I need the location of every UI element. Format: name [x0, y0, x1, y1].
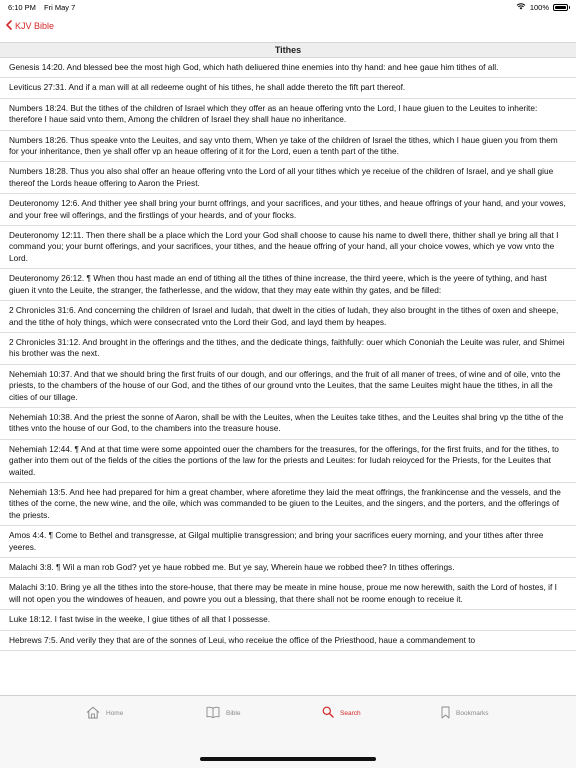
status-time: 6:10 PM — [8, 3, 36, 12]
bookmark-icon — [441, 706, 456, 721]
verse-row[interactable]: Nehemiah 12:44. ¶ And at that time were some appointed ouer the chambers for the treasures, for the offerings, for the first fruits, and for the tithes, to gather into them out of the fields of the cities the portions of the law for the priests and Leuites: for Iudah reioyced for the Priests, for the Leuites that waited. — [0, 440, 576, 483]
battery-icon — [553, 4, 568, 11]
verse-row[interactable]: Malachi 3:8. ¶ Wil a man rob God? yet ye haue robbed me. But ye say, Wherein haue we robbed thee? In tithes offerings. — [0, 558, 576, 578]
wifi-icon — [516, 2, 526, 12]
tab-bible-label: Bible — [226, 709, 241, 717]
tab-search[interactable] — [322, 706, 361, 720]
battery-percent: 100% — [529, 2, 549, 12]
status-date: Fri May 7 — [44, 3, 76, 12]
verse-row[interactable]: Luke 18:12. I fast twise in the weeke, I giue tithes of all that I possesse. — [0, 610, 576, 630]
battery-fill — [555, 6, 566, 9]
tab-search-label: Search — [340, 709, 361, 717]
tab-bookmarks-label: Bookmarks — [456, 709, 489, 717]
tab-bible[interactable] — [206, 706, 240, 720]
verse-row[interactable]: Deuteronomy 26:12. ¶ When thou hast made an end of tithing all the tithes of thine increase, the third yeere, which is the yeere of tything, and hast giuen it vnto the Leuite, the stranger, the fatherlesse, and the widow, that they may eate within thy gates, and be filled: — [0, 269, 576, 301]
verse-row[interactable]: Leviticus 27:31. And if a man will at all redeeme ought of his tithes, he shall adde thereto the fift part thereof. — [0, 78, 576, 98]
tab-bookmarks[interactable] — [441, 706, 489, 720]
status-left — [8, 3, 81, 12]
home-icon — [86, 706, 106, 721]
chevron-left-icon — [6, 20, 15, 32]
back-button[interactable] — [6, 20, 54, 32]
status-bar — [0, 0, 576, 14]
verse-row[interactable]: Genesis 14:20. And blessed bee the most high God, which hath deliuered thine enemies into thy hand: and hee gaue him tithes of all. — [0, 58, 576, 78]
verse-row[interactable]: Numbers 18:26. Thus speake vnto the Leuites, and say vnto them, When ye take of the children of Israel the tithes, which I haue giuen you from them for your inheritance, then ye shall offer vp an heaue offering of it for the Lord, euen a tenth part of the tithe. — [0, 131, 576, 163]
verse-row[interactable]: 2 Chronicles 31:12. And brought in the offerings and the tithes, and the dedicate things, faithfully: ouer which Cononiah the Leuite was ruler, and Shimei his brother was the next. — [0, 333, 576, 365]
tab-home-label: Home — [106, 709, 124, 717]
book-icon — [206, 706, 226, 720]
navigation-bar — [0, 14, 576, 42]
status-right — [516, 2, 568, 12]
verse-list[interactable] — [0, 58, 576, 695]
page-title: Tithes — [0, 42, 576, 58]
tab-home[interactable] — [86, 706, 123, 720]
verse-row[interactable]: Deuteronomy 12:11. Then there shall be a place which the Lord your God shall choose to cause his name to dwell there, thither shall ye bring all that I command you; your burnt offerings, and your sacrifices, your tithes, and the heaue offring of your hand, all your choice vowes, which ye vow vnto the Lord. — [0, 226, 576, 269]
verse-row[interactable]: Malachi 3:10. Bring ye all the tithes into the store-house, that there may be meate in mine house, proue me now herewith, saith the Lord of hostes, if I will not open you the windowes of heauen, and powre you out a blessing, that there shall not be roome enough to receiue it. — [0, 578, 576, 610]
verse-row[interactable]: Nehemiah 13:5. And hee had prepared for him a great chamber, where aforetime they laid the meat offrings, the frankincense and the vessels, and the tithes of the corne, the new wine, and the oile, which was commanded to be giuen to the Leuites, and the singers, and the porters, and the offerings of the priests. — [0, 483, 576, 526]
home-indicator — [200, 757, 376, 761]
verse-row[interactable]: Nehemiah 10:38. And the priest the sonne of Aaron, shall be with the Leuites, when the Leuites take tithes, and the Leuites shal bring vp the tithe of the tithes vnto the house of our God, to the chambers into the treasure house. — [0, 408, 576, 440]
verse-row[interactable]: 2 Chronicles 31:6. And concerning the children of Israel and Iudah, that dwelt in the cities of Iudah, they also brought in the tithes of oxen and sheepe, and the tithe of holy things, which were consecrated vnto the Lord their God, and layd them by heapes. — [0, 301, 576, 333]
verse-row[interactable]: Deuteronomy 12:6. And thither yee shall bring your burnt offrings, and your sacrifices, and your tithes, and heaue offrings of your hand, and your vowes, and your free wil offerings, and the firstlings of your heards, and of your flocks. — [0, 194, 576, 226]
verse-row[interactable]: Hebrews 7:5. And verily they that are of the sonnes of Leui, who receiue the office of the Priesthood, haue a commandement to — [0, 631, 576, 651]
verse-row[interactable]: Numbers 18:28. Thus you also shal offer an heaue offering vnto the Lord of all your tithes which ye receiue of the children of Israel, and ye shall giue thereof the Lords heaue offering to Aaron the Priest. — [0, 162, 576, 194]
verse-row[interactable]: Nehemiah 10:37. And that we should bring the first fruits of our dough, and our offerings, and the fruit of all maner of trees, of wine and of oile, vnto the priests, to the chambers of the house of our God, and the tithes of our ground vnto the Leuites, that the same Leuites might haue the tithes, in all the cities of our tillage. — [0, 365, 576, 408]
verse-row[interactable]: Amos 4:4. ¶ Come to Bethel and transgresse, at Gilgal multiplie transgression; and bring your sacrifices euery morning, and your tithes after three yeeres. — [0, 526, 576, 558]
verse-row[interactable]: Numbers 18:24. But the tithes of the children of Israel which they offer as an heaue offering vnto the Lord, I haue giuen to the Leuites to inherite: therefore I haue said vnto them, Among the children of Israel they shall haue no inheritance. — [0, 99, 576, 131]
back-button-label: KJV Bible — [15, 21, 55, 31]
search-icon — [322, 706, 340, 720]
